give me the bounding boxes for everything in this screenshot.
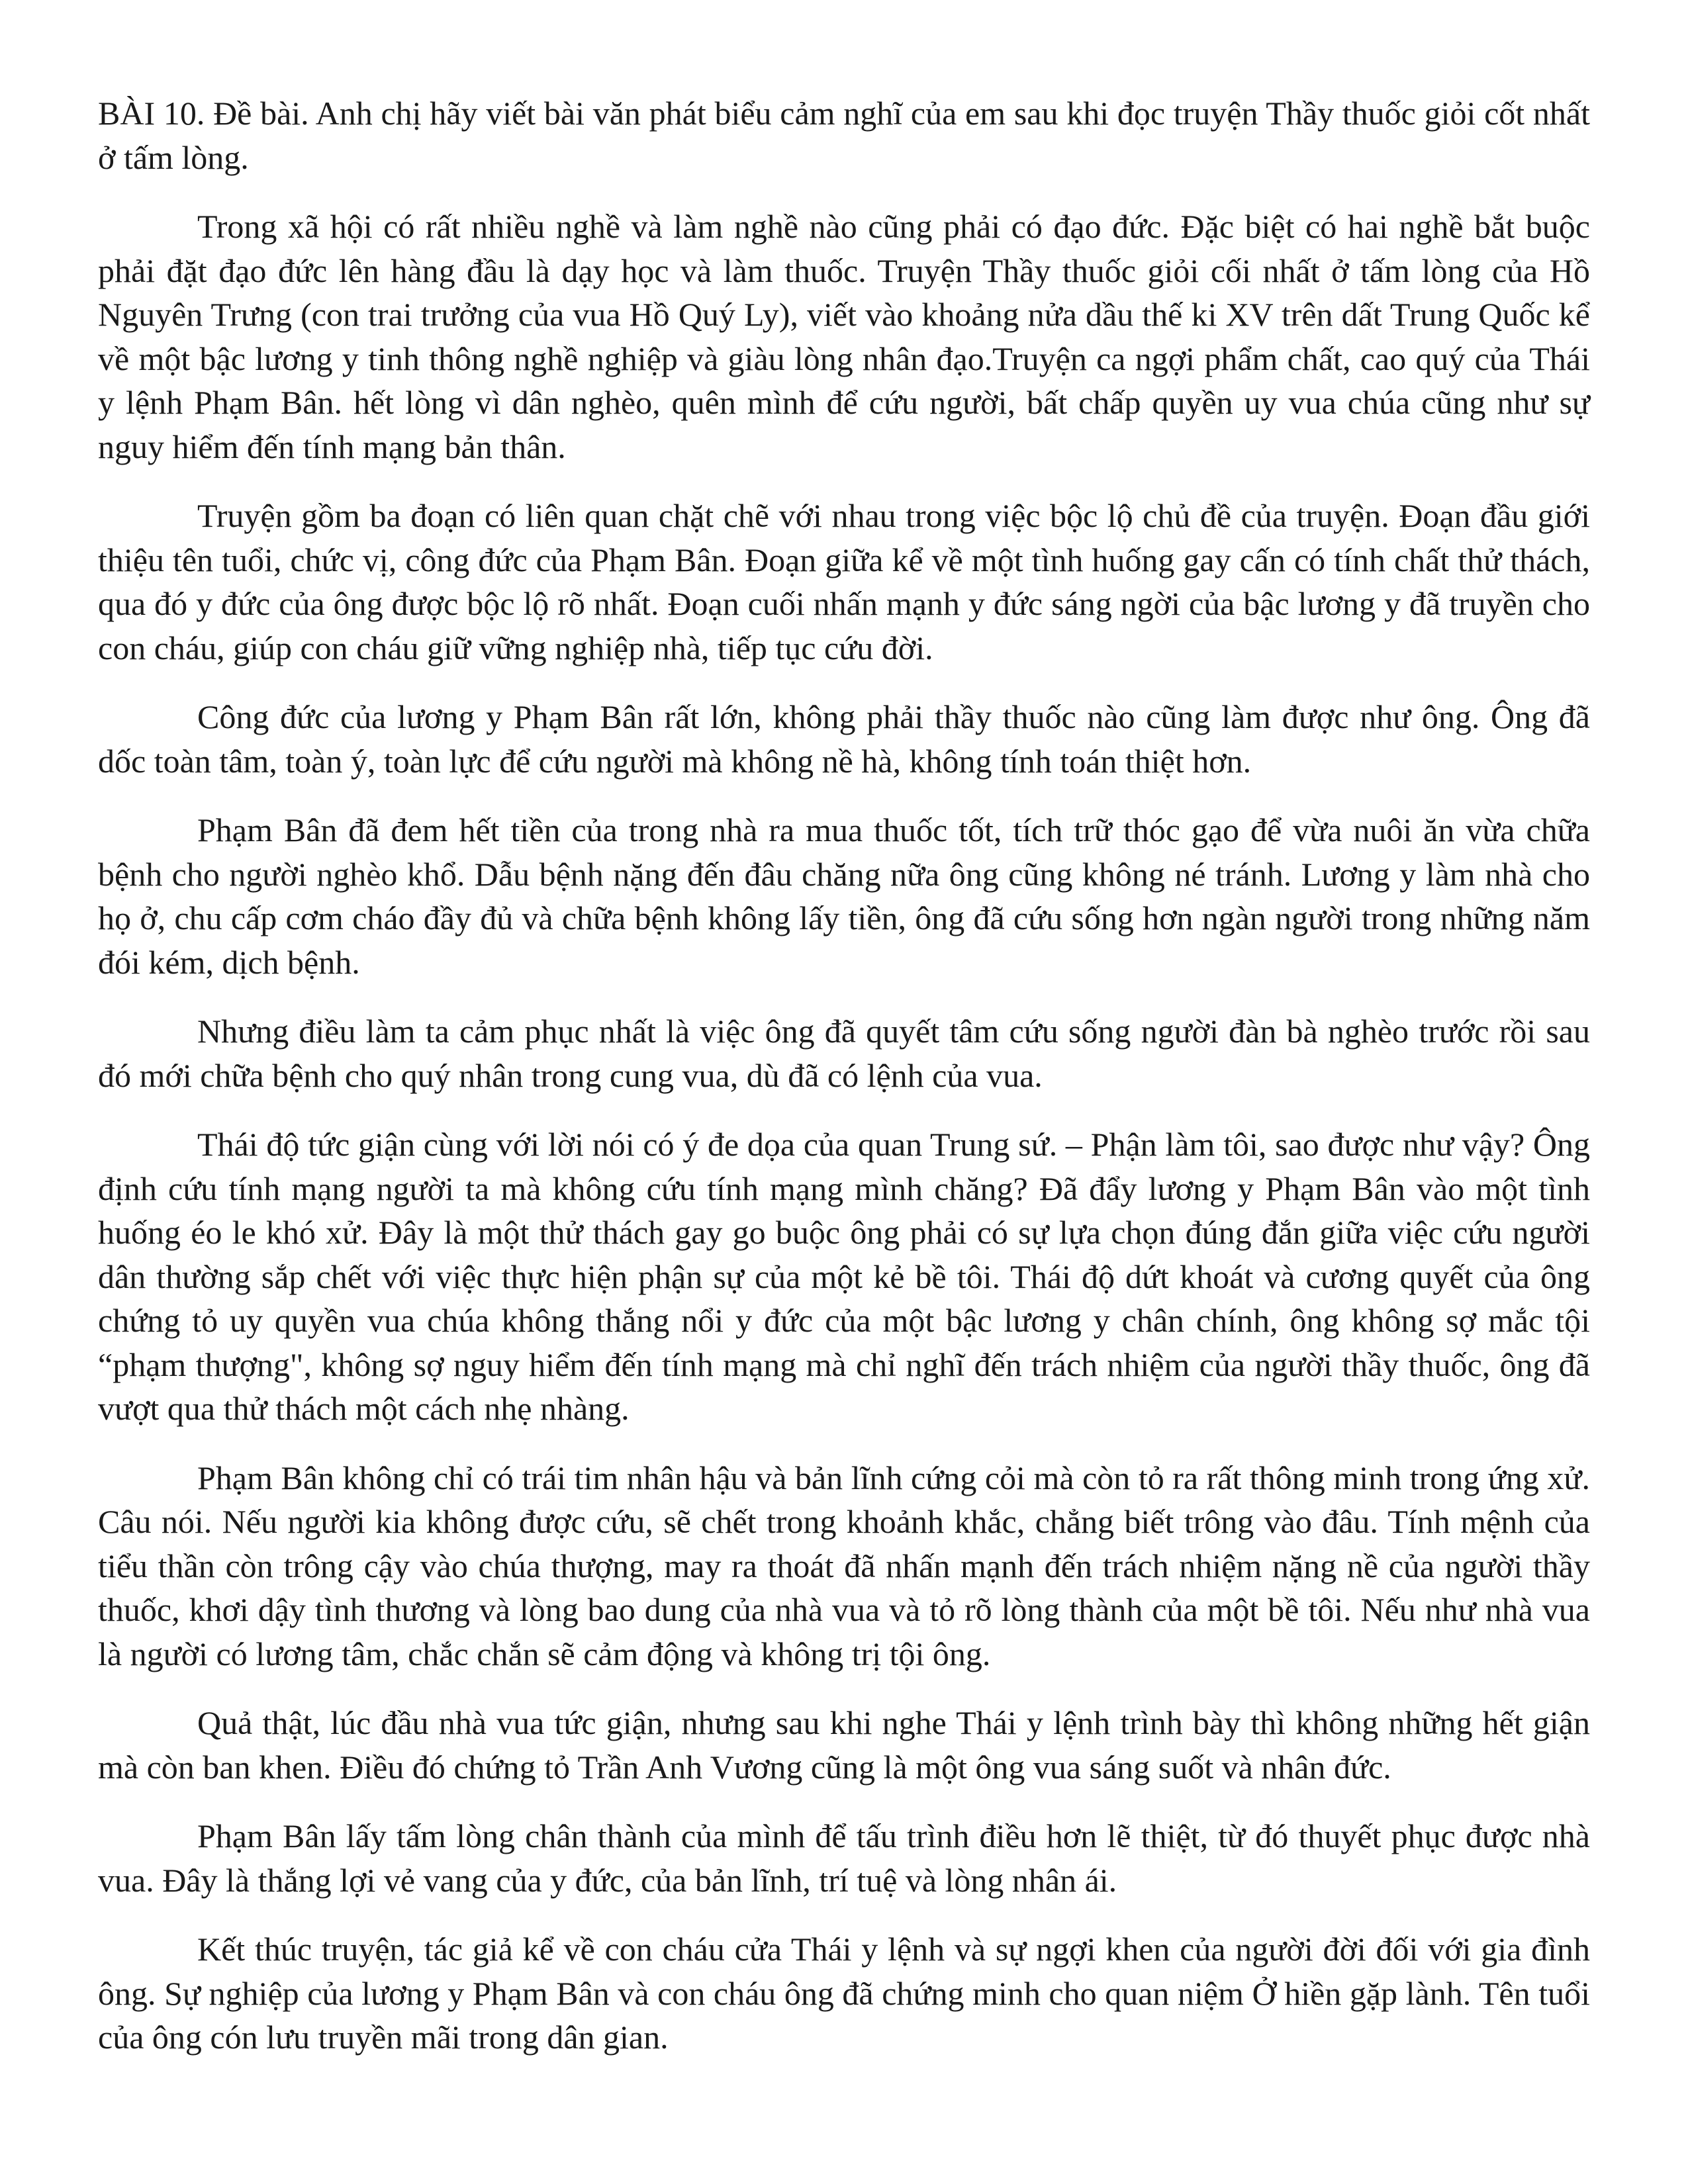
paragraph-king-reaction: Quả thật, lúc đầu nhà vua tức giận, nhưng sau khi nghe Thái y lệnh trình bày thì không những hết giận mà còn ban khen. Điều đó chứng tỏ Trần Anh Vương cũng là một ông vua sáng suốt và nhân đức. <box>98 1704 1590 1786</box>
document-page <box>98 91 1590 2085</box>
paragraph-structure: Truyện gồm ba đoạn có liên quan chặt chẽ với nhau trong việc bộc lộ chủ đề của truyện. Đoạn đầu giới thiệu tên tuổi, chức vị, công đức của Phạm Bân. Đoạn giữa kể về một tình huống gay cấn có tính chất thử thách, qua đó y đức của ông được bộc lộ rõ nhất. Đoạn cuối nhấn mạnh y đức sáng ngời của bậc lương y đã truyền cho con cháu, giúp con cháu giữ vững nghiệp nhà, tiếp tục cứu đời. <box>98 497 1590 666</box>
paragraph-merit: Công đức của lương y Phạm Bân rất lớn, không phải thầy thuốc nào cũng làm được như ông. Ông đã dốc toàn tâm, toàn ý, toàn lực để cứu người mà không nề hà, không tính toán thiệt hơn. <box>98 698 1590 780</box>
paragraph-introduction: Trong xã hội có rất nhiều nghề và làm nghề nào cũng phải có đạo đức. Đặc biệt có hai nghề bắt buộc phải đặt đạo đức lên hàng đầu là dạy học và làm thuốc. Truyện Thầy thuốc giỏi cối nhất ở tấm lòng của Hồ Nguyên Trưng (con trai trưởng của vua Hồ Quý Ly), viết vào khoảng nửa dầu thế ki XV trên dất Trung Quốc kể về một bậc lương y tinh thông nghề nghiệp và giàu lòng nhân đạo.Truyện ca ngợi phẩm chất, cao quý của Thái y lệnh Phạm Bân. hết lòng vì dân nghèo, quên mình để cứu người, bất chấp quyền uy vua chúa cũng như sự nguy hiểm đến tính mạng bản thân. <box>98 208 1590 465</box>
paragraph-challenge: Thái độ tức giận cùng với lời nói có ý đe dọa của quan Trung sứ. – Phận làm tôi, sao được như vậy? Ông định cứu tính mạng người ta mà không cứu tính mạng mình chăng? Đã đẩy lương y Phạm Bân vào một tình huống éo le khó xử. Đây là một thử thách gay go buộc ông phải có sự lựa chọn đúng đắn giữa việc cứu người dân thường sắp chết với việc thực hiện phận sự của một kẻ bề tôi. Thái độ dứt khoát và cương quyết của ông chứng tỏ uy quyền vua chúa không thắng nổi y đức của một bậc lương y chân chính, ông không sợ mắc tội “phạm thượng", không sợ nguy hiểm đến tính mạng mà chỉ nghĩ đến trách nhiệm của người thầy thuốc, ông đã vượt qua thử thách một cách nhẹ nhàng. <box>98 1126 1590 1427</box>
paragraph-charity: Phạm Bân đã đem hết tiền của trong nhà ra mua thuốc tốt, tích trữ thóc gạo để vừa nuôi ăn vừa chữa bệnh cho người nghèo khổ. Dẫu bệnh nặng đến đâu chăng nữa ông cũng không né tránh. Lương y làm nhà cho họ ở, chu cấp cơm cháo đầy đủ và chữa bệnh không lấy tiền, ông đã cứu sống hơn ngàn người trong những năm đói kém, dịch bệnh. <box>98 811 1590 981</box>
paragraph-intelligence: Phạm Bân không chỉ có trái tim nhân hậu và bản lĩnh cứng cỏi mà còn tỏ ra rất thông minh trong ứng xử. Câu nói. Nếu người kia không được cứu, sẽ chết trong khoảnh khắc, chẳng biết trông vào đâu. Tính mệnh của tiểu thần còn trông cậy vào chúa thượng, may ra thoát đã nhấn mạnh đến trách nhiệm nặng nề của người thầy thuốc, khơi dậy tình thương và lòng bao dung của nhà vua và tỏ rõ lòng thành của một bề tôi. Nếu như nhà vua là người có lương tâm, chắc chắn sẽ cảm động và không trị tội ông. <box>98 1459 1590 1672</box>
paragraph-conclusion: Kết thúc truyện, tác giả kể về con cháu cửa Thái y lệnh và sự ngợi khen của người đời đối với gia đình ông. Sự nghiệp của lương y Phạm Bân và con cháu ông đã chứng minh cho quan niệm Ở hiền gặp lành. Tên tuổi của ông cón lưu truyền mãi trong dân gian. <box>98 1931 1590 2056</box>
assignment-title: BÀI 10. Đề bài. Anh chị hãy viết bài văn phát biểu cảm nghĩ của em sau khi đọc truyện Thầy thuốc giỏi cốt nhất ở tấm lòng. <box>98 95 1590 176</box>
paragraph-admiration: Nhưng điều làm ta cảm phục nhất là việc ông đã quyết tâm cứu sống người đàn bà nghèo trước rồi sau đó mới chữa bệnh cho quý nhân trong cung vua, dù đã có lệnh của vua. <box>98 1013 1590 1094</box>
paragraph-victory: Phạm Bân lấy tấm lòng chân thành của mình để tấu trình điều hơn lẽ thiệt, từ đó thuyết phục được nhà vua. Đây là thắng lợi vẻ vang của y đức, của bản lĩnh, trí tuệ và lòng nhân ái. <box>98 1817 1590 1899</box>
